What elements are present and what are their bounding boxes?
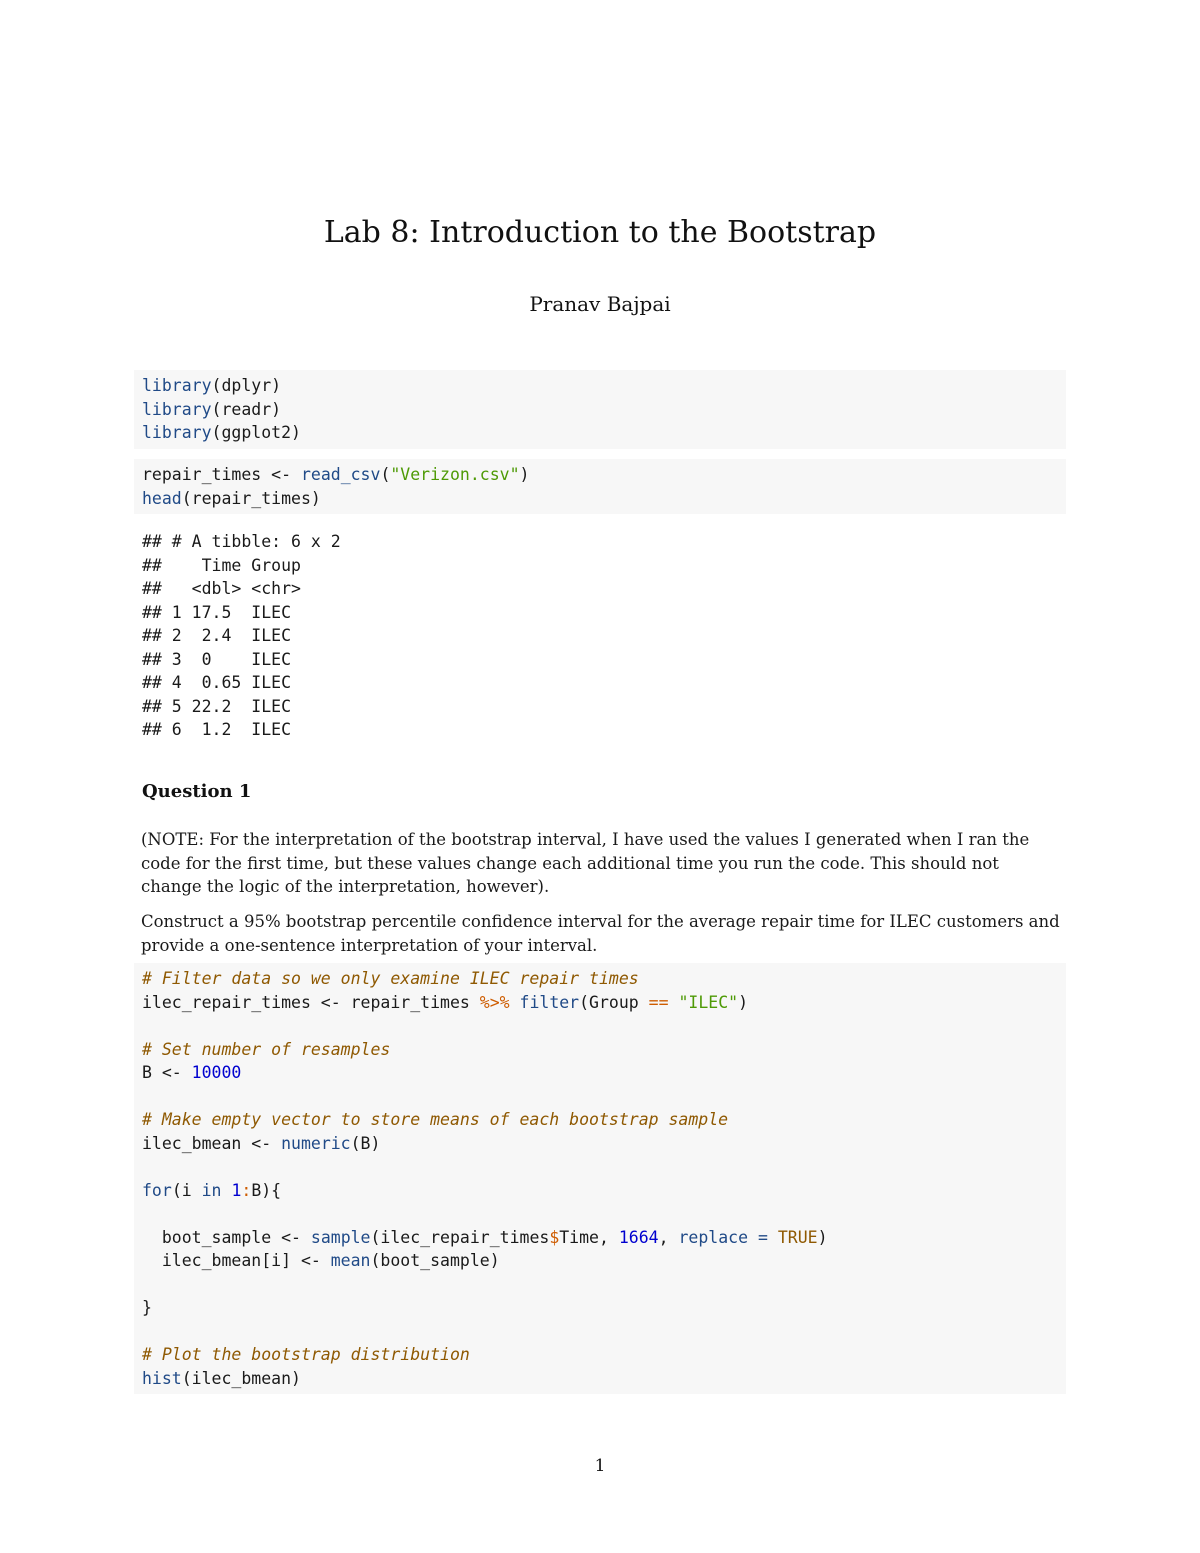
output-line: ## 4 0.65 ILEC (142, 673, 292, 692)
output-line: ## # A tibble: 6 x 2 (142, 532, 341, 551)
code-line (142, 1320, 1058, 1344)
code-block-bootstrap (134, 963, 1066, 1394)
output-line: ## 3 0 ILEC (142, 649, 292, 669)
document-author: Pranav Bajpai (529, 292, 671, 316)
code-comment: # Plot the bootstrap distribution (142, 1345, 470, 1364)
code-line: library(ggplot2) (142, 423, 301, 442)
code-line: repair_times <- read_csv("Verizon.csv") (142, 465, 530, 484)
code-line: ilec_bmean <- numeric(B) (142, 1133, 381, 1153)
code-line: library(readr) (142, 399, 282, 419)
code-block-read-data (134, 459, 1066, 514)
code-block-libraries (134, 370, 1066, 449)
code-line (142, 1155, 1058, 1179)
output-line: ## 6 1.2 ILEC (142, 720, 292, 739)
code-line: ilec_bmean[i] <- mean(boot_sample) (142, 1251, 500, 1270)
output-line: ## Time Group (142, 555, 301, 575)
code-line: B <- 10000 (142, 1063, 242, 1082)
page-number: 1 (594, 1456, 606, 1476)
code-line (142, 1085, 1058, 1109)
code-comment: # Set number of resamples (142, 1039, 391, 1059)
code-line: library(dplyr) (142, 376, 282, 395)
code-line (142, 1014, 1058, 1038)
question-heading: Question 1 (142, 781, 252, 802)
document-title: Lab 8: Introduction to the Bootstrap (323, 215, 877, 250)
code-line: head(repair_times) (142, 488, 321, 508)
code-comment: # Filter data so we only examine ILEC repair times (142, 969, 639, 988)
code-comment: # Make empty vector to store means of each bootstrap sample (142, 1110, 729, 1129)
note-paragraph: (NOTE: For the interpretation of the bootstrap interval, I have used the values I generated when I ran the code for the first time, but these values change each additional time you run the code. This should not change the logic of the interpretation, however). (141, 830, 1030, 896)
output-line: ## <dbl> <chr> (142, 579, 301, 598)
output-line: ## 1 17.5 ILEC (142, 602, 292, 622)
code-line (142, 1273, 1058, 1297)
code-line: } (142, 1298, 152, 1317)
output-line: ## 5 22.2 ILEC (142, 696, 292, 716)
console-output-tibble (142, 530, 1042, 742)
code-line (142, 1202, 1058, 1226)
code-line: hist(ilec_bmean) (142, 1368, 301, 1388)
code-line: for(i in 1:B){ (142, 1180, 282, 1200)
output-line: ## 2 2.4 ILEC (142, 626, 292, 645)
task-paragraph: Construct a 95% bootstrap percentile confidence interval for the average repair time for ILEC customers and provide a one-sentence interpretation of your interval. (141, 912, 1060, 955)
code-line: ilec_repair_times <- repair_times %>% filter(Group == "ILEC") (142, 992, 749, 1012)
code-line: boot_sample <- sample(ilec_repair_times$Time, 1664, replace = TRUE) (142, 1227, 828, 1247)
